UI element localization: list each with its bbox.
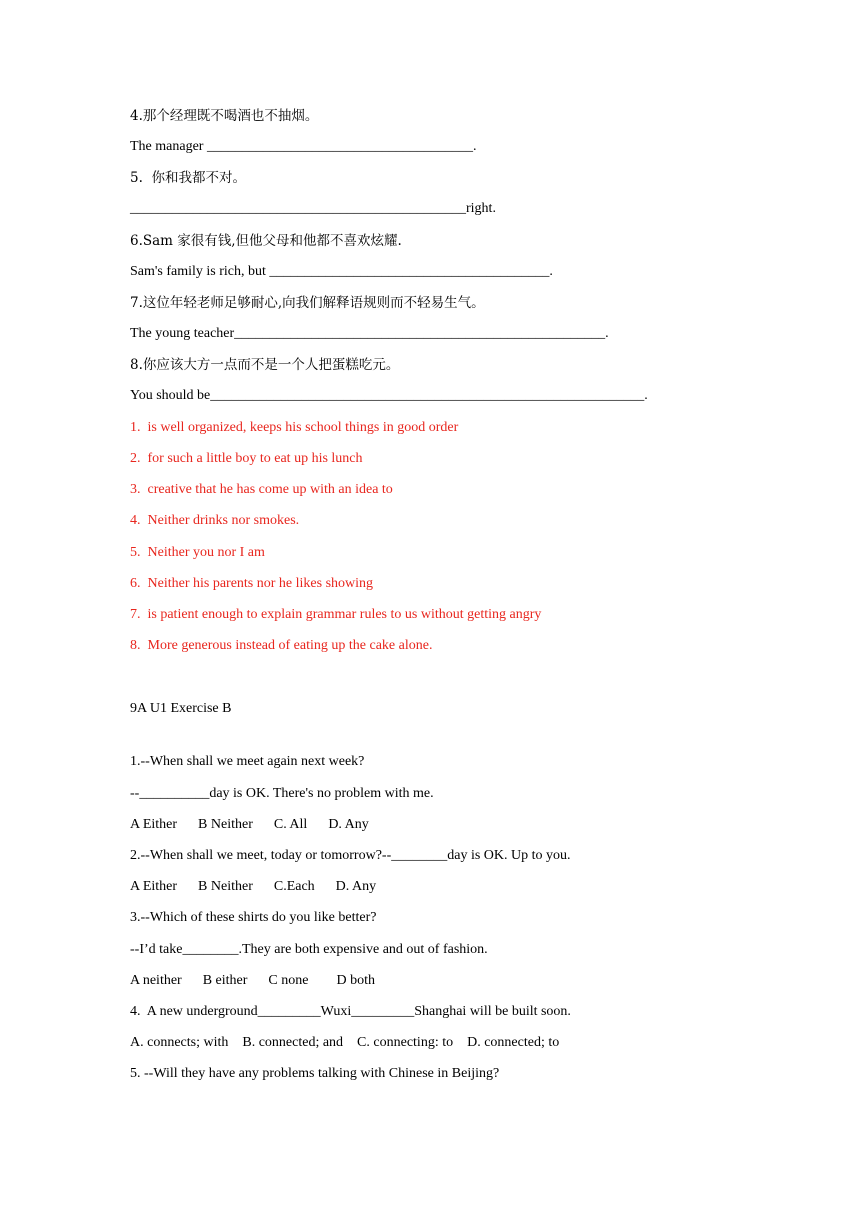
question-5-chinese: 5. 你和我都不对。 (130, 170, 246, 186)
exercise-b-q4-options: A. connects; with B. connected; and C. connecting: to D. connected; to (130, 1035, 560, 1050)
exercise-b-q3-options: A neither B either C none D both (130, 973, 375, 988)
answer-3: 3. creative that he has come up with an idea to (130, 482, 393, 497)
exercise-b-q1-options: A Either B Neither C. All D. Any (130, 817, 369, 832)
exercise-b-q4: 4. A new underground_________Wuxi_________Shanghai will be built soon. (130, 1004, 571, 1019)
question-5-blank: ________________________________________________right. (130, 201, 496, 216)
answer-8: 8. More generous instead of eating up the cake alone. (130, 638, 433, 653)
question-7-blank: The young teacher_____________________________________________________. (130, 326, 609, 341)
answer-4: 4. Neither drinks nor smokes. (130, 513, 300, 528)
exercise-b-q3: 3.--Which of these shirts do you like better? (130, 910, 377, 925)
exercise-b-q2-options: A Either B Neither C.Each D. Any (130, 879, 377, 894)
answer-6: 6. Neither his parents nor he likes showing (130, 576, 374, 591)
answer-5: 5. Neither you nor I am (130, 545, 265, 560)
question-6-chinese: 6.Sam 家很有钱,但他父母和他都不喜欢炫耀. (130, 233, 402, 249)
section-heading: 9A U1 Exercise B (130, 701, 232, 716)
question-8-blank: You should be______________________________________________________________. (130, 388, 648, 403)
exercise-b-q3-blank: --I’d take________.They are both expensive and out of fashion. (130, 942, 488, 957)
exercise-b-q5: 5. --Will they have any problems talking with Chinese in Beijing? (130, 1066, 500, 1081)
answer-7: 7. is patient enough to explain grammar rules to us without getting angry (130, 607, 542, 622)
question-7-chinese: 7.这位年轻老师足够耐心,向我们解释语规则而不轻易生气。 (130, 295, 485, 311)
answer-2: 2. for such a little boy to eat up his lunch (130, 451, 363, 466)
question-4-chinese: 4.那个经理既不喝酒也不抽烟。 (130, 108, 319, 124)
exercise-b-q1-blank: --__________day is OK. There's no problem with me. (130, 786, 434, 801)
question-6-blank: Sam's family is rich, but ________________________________________. (130, 264, 553, 279)
answer-1: 1. is well organized, keeps his school things in good order (130, 420, 459, 435)
question-4-blank: The manager ______________________________________. (130, 139, 477, 154)
question-8-chinese: 8.你应该大方一点而不是一个人把蛋糕吃元。 (130, 357, 400, 373)
exercise-b-q1: 1.--When shall we meet again next week? (130, 754, 365, 769)
exercise-b-q2: 2.--When shall we meet, today or tomorrow?--________day is OK. Up to you. (130, 848, 571, 863)
